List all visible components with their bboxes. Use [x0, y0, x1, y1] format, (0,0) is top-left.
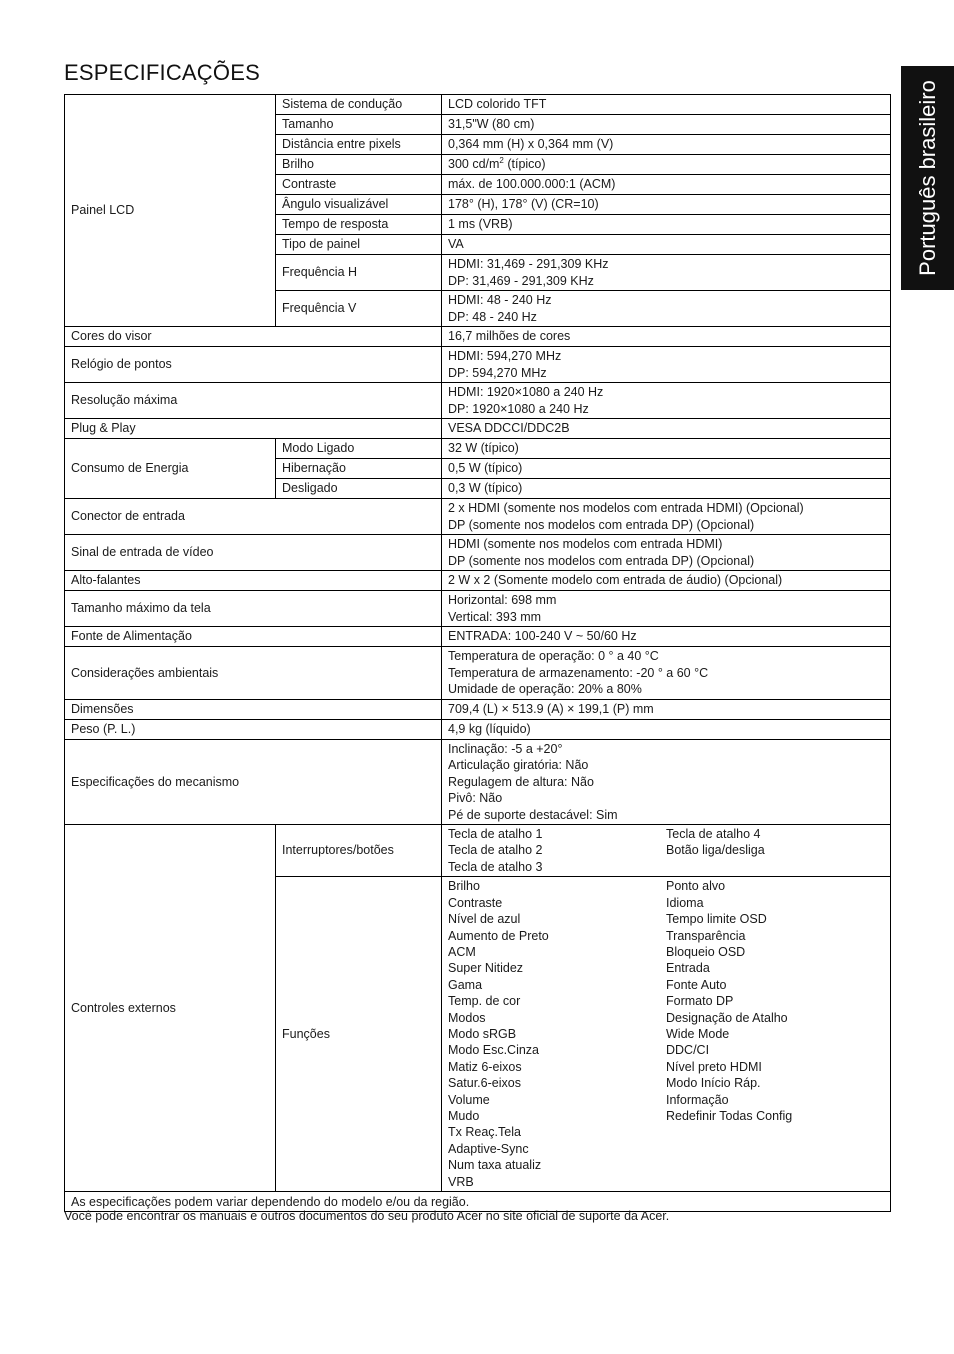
spec-sub-label: Desligado [276, 479, 442, 499]
spec-value [442, 175, 891, 195]
spec-sub-label: Distância entre pixels [276, 135, 442, 155]
spec-value [442, 347, 891, 383]
row-label-tamanho-maximo-tela: Tamanho máximo da tela [65, 591, 442, 627]
list-item: Mudo [448, 1109, 480, 1124]
spec-value-line: HDMI: 48 - 240 Hz [448, 293, 552, 308]
spec-sub-label: Hibernação [276, 459, 442, 479]
table-row [65, 347, 891, 383]
spec-value-line: VA [448, 237, 464, 252]
table-row [65, 647, 891, 700]
two-column-list [448, 826, 884, 875]
list-item: Super Nitidez [448, 961, 524, 976]
spec-value-line: DP: 1920×1080 a 240 Hz [448, 401, 589, 416]
list-item: ACM [448, 945, 476, 960]
list-item: Wide Mode [666, 1027, 730, 1042]
spec-value [442, 535, 891, 571]
table-row [65, 571, 891, 591]
list-item: Brilho [448, 879, 480, 894]
spec-value-line: 1 ms (VRB) [448, 217, 513, 232]
spec-value [442, 215, 891, 235]
spec-value [442, 419, 891, 439]
list-item: Tecla de atalho 1 [448, 827, 543, 842]
table-row [65, 499, 891, 535]
spec-value-line: LCD colorido TFT [448, 97, 547, 112]
spec-value-line: 16,7 milhões de cores [448, 329, 571, 344]
row-label-consideracoes-ambientais: Considerações ambientais [65, 647, 442, 700]
language-side-tab-label: Português brasileiro [914, 80, 940, 276]
spec-value-line: Pé de suporte destacável: Sim [448, 807, 618, 822]
spec-value [442, 720, 891, 740]
spec-value-line: 0,5 W (típico) [448, 461, 523, 476]
spec-value [442, 115, 891, 135]
spec-value-line: 178° (H), 178° (V) (CR=10) [448, 197, 599, 212]
list-column-left [448, 878, 666, 1190]
spec-value-line: 4,9 kg (líquido) [448, 722, 531, 737]
table-row [65, 740, 891, 825]
row-label-peso: Peso (P. L.) [65, 720, 442, 740]
spec-value-line: Temperatura de armazenamento: -20 ° a 60 °C [448, 665, 709, 680]
spec-value-line: HDMI: 1920×1080 a 240 Hz [448, 385, 604, 400]
spec-value-line: ENTRADA: 100-240 V ~ 50/60 Hz [448, 629, 637, 644]
spec-value-line: máx. de 100.000.000:1 (ACM) [448, 177, 616, 192]
row-label-sinal-de-entrada: Sinal de entrada de vídeo [65, 535, 442, 571]
row-label-fonte-alimentacao: Fonte de Alimentação [65, 627, 442, 647]
list-column-right [666, 878, 884, 1190]
list-item: Fonte Auto [666, 977, 727, 992]
list-item: Formato DP [666, 994, 734, 1009]
table-row [65, 535, 891, 571]
spec-value-line: HDMI: 594,270 MHz [448, 349, 562, 364]
spec-value-line: DP: 31,469 - 291,309 KHz [448, 273, 594, 288]
specifications-table [64, 94, 891, 1212]
list-item: Designação de Atalho [666, 1010, 788, 1025]
list-item: Informação [666, 1092, 729, 1107]
list-item: Aumento de Preto [448, 928, 549, 943]
list-item: Matiz 6-eixos [448, 1059, 522, 1074]
list-item: Satur.6-eixos [448, 1076, 521, 1091]
spec-value-line: 709,4 (L) × 513.9 (A) × 199,1 (P) mm [448, 702, 654, 717]
spec-value [442, 235, 891, 255]
table-row [65, 700, 891, 720]
spec-value [442, 740, 891, 825]
table-row [65, 327, 891, 347]
list-item: Adaptive-Sync [448, 1141, 529, 1156]
list-item: Tecla de atalho 2 [448, 843, 543, 858]
spec-value-line: Temperatura de operação: 0 ° a 40 °C [448, 649, 659, 664]
row-label-alto-falantes: Alto-falantes [65, 571, 442, 591]
spec-value [442, 877, 891, 1192]
list-item: VRB [448, 1174, 474, 1189]
row-label-plug-and-play: Plug & Play [65, 419, 442, 439]
spec-value [442, 327, 891, 347]
list-item: Transparência [666, 928, 746, 943]
list-column-left [448, 826, 666, 875]
spec-value [442, 383, 891, 419]
list-item: Ponto alvo [666, 879, 726, 894]
spec-value: 300 $cd/m^2$ (típico) [442, 155, 891, 175]
spec-value [442, 255, 891, 291]
list-item: Modos [448, 1010, 486, 1025]
list-item: Contraste [448, 895, 503, 910]
list-item: Modo Esc.Cinza [448, 1043, 540, 1058]
row-label-consumo-de-energia: Consumo de Energia [65, 439, 276, 499]
list-item: Modo sRGB [448, 1027, 517, 1042]
spec-value-line: 2 x HDMI (somente nos modelos com entrada HDMI) (Opcional) [448, 501, 804, 516]
list-column-right [666, 826, 884, 875]
spec-sub-label: Frequência V [276, 291, 442, 327]
spec-value [442, 499, 891, 535]
spec-value-line: DP: 48 - 240 Hz [448, 309, 537, 324]
list-item: Nível preto HDMI [666, 1059, 762, 1074]
list-item: Entrada [666, 961, 710, 976]
page-title: ESPECIFICAÇÕES [64, 60, 260, 85]
language-side-tab [901, 66, 954, 290]
spec-value-line: DP (somente nos modelos com entrada DP) (Opcional) [448, 517, 755, 532]
two-column-list [448, 878, 884, 1190]
spec-value-line: Horizontal: 698 mm [448, 593, 557, 608]
spec-value [442, 647, 891, 700]
spec-sub-label: Tempo de resposta [276, 215, 442, 235]
list-item: DDC/CI [666, 1043, 710, 1058]
spec-value-line: 0,3 W (típico) [448, 481, 523, 496]
footer-note: Você pode encontrar os manuais e outros documentos do seu produto Acer no site oficial de suporte da Acer. [64, 1209, 670, 1223]
spec-sub-label: Contraste [276, 175, 442, 195]
list-item: Gama [448, 977, 483, 992]
list-item: Tecla de atalho 4 [666, 827, 761, 842]
list-item: Tecla de atalho 3 [448, 859, 543, 874]
spec-value-line: Articulação giratória: Não [448, 758, 589, 773]
list-item: Temp. de cor [448, 994, 521, 1009]
spec-sub-label: Frequência H [276, 255, 442, 291]
spec-value [442, 591, 891, 627]
spec-value [442, 135, 891, 155]
spec-value-line: Umidade de operação: 20% a 80% [448, 682, 642, 697]
spec-sub-label: Tipo de painel [276, 235, 442, 255]
spec-value [442, 439, 891, 459]
row-label-resolucao-maxima: Resolução máxima [65, 383, 442, 419]
list-item: Tx Reaç.Tela [448, 1125, 521, 1140]
list-item: Redefinir Todas Config [666, 1109, 793, 1124]
table-row [65, 825, 891, 877]
table-row [65, 95, 891, 115]
spec-value-line: 32 W (típico) [448, 441, 519, 456]
spec-value-line: DP (somente nos modelos com entrada DP) (Opcional) [448, 553, 755, 568]
spec-value [442, 95, 891, 115]
table-row [65, 627, 891, 647]
spec-sub-label: Interruptores/botões [276, 825, 442, 877]
spec-value-line: Vertical: 393 mm [448, 609, 542, 624]
spec-value [442, 291, 891, 327]
spec-value-line: DP: 594,270 MHz [448, 365, 547, 380]
spec-value [442, 459, 891, 479]
spec-value-line: 2 W x 2 (Somente modelo com entrada de áudio) (Opcional) [448, 573, 783, 588]
spec-value-line: Regulagem de altura: Não [448, 774, 594, 789]
spec-sub-label: Tamanho [276, 115, 442, 135]
spec-value-line: Inclinação: -5 a +20° [448, 742, 563, 756]
spec-value [442, 195, 891, 215]
row-label-painel-lcd: Painel LCD [65, 95, 276, 327]
spec-value [442, 571, 891, 591]
list-item: Modo Início Ráp. [666, 1076, 761, 1091]
spec-value [442, 825, 891, 877]
spec-sub-label: Brilho [276, 155, 442, 175]
spec-value-line: HDMI: 31,469 - 291,309 KHz [448, 257, 609, 272]
table-row [65, 439, 891, 459]
spec-value [442, 700, 891, 720]
list-item: Nível de azul [448, 912, 521, 927]
table-row [65, 591, 891, 627]
spec-sub-label: Modo Ligado [276, 439, 442, 459]
row-label-relogio-de-pontos: Relógio de pontos [65, 347, 442, 383]
list-item: Idioma [666, 895, 704, 910]
spec-value-line: 0,364 mm (H) x 0,364 mm (V) [448, 137, 614, 152]
row-label-controles-externos: Controles externos [65, 825, 276, 1192]
spec-value-line: 31,5"W (80 cm) [448, 117, 535, 132]
list-item: Bloqueio OSD [666, 945, 746, 960]
table-row [65, 720, 891, 740]
row-label-especificacoes-mecanismo: Especificações do mecanismo [65, 740, 442, 825]
spec-value-line: HDMI (somente nos modelos com entrada HDMI) [448, 537, 723, 552]
table-footnote: As especificações podem variar dependendo do modelo e/ou da região. [65, 1192, 891, 1212]
spec-value-line: VESA DDCCI/DDC2B [448, 421, 570, 436]
list-item: Volume [448, 1092, 490, 1107]
spec-value-line: Pivô: Não [448, 791, 503, 806]
spec-sub-label: Funções [276, 877, 442, 1192]
row-label-conector-de-entrada: Conector de entrada [65, 499, 442, 535]
row-label-dimensoes: Dimensões [65, 700, 442, 720]
spec-sub-label: Sistema de condução [276, 95, 442, 115]
spec-value [442, 627, 891, 647]
row-label-cores-do-visor: Cores do visor [65, 327, 442, 347]
spec-sub-label: Ângulo visualizável [276, 195, 442, 215]
spec-value [442, 479, 891, 499]
table-row [65, 419, 891, 439]
list-item: Tempo limite OSD [666, 912, 767, 927]
list-item: Num taxa atualiz [448, 1158, 542, 1173]
list-item: Botão liga/desliga [666, 843, 765, 858]
table-row [65, 383, 891, 419]
superscript: 2 [499, 156, 504, 166]
